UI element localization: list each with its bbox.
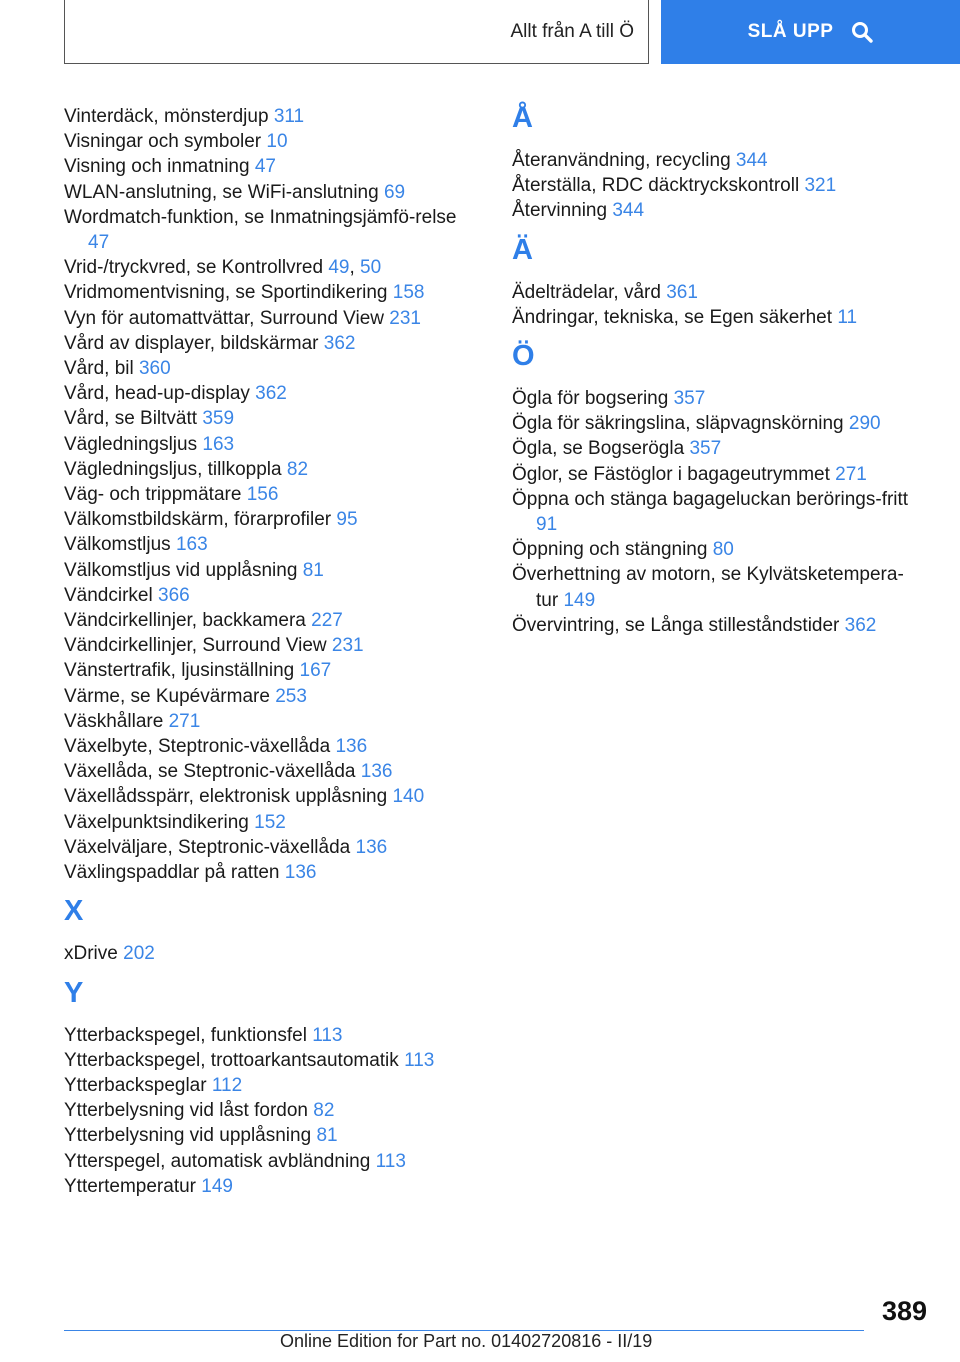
page-link[interactable]: 231 — [331, 635, 364, 657]
page-link[interactable]: 136 — [355, 836, 388, 858]
group-v — [64, 104, 464, 885]
index-entry — [64, 633, 464, 658]
page-link[interactable]: 149 — [201, 1175, 233, 1197]
index-entry — [512, 462, 912, 487]
page-link[interactable]: 231 — [389, 307, 421, 329]
search-button-label: SLÅ UPP — [747, 21, 834, 42]
index-entry-text: Vinterdäck, mönsterdjup — [64, 106, 269, 127]
page-link[interactable]: 136 — [360, 761, 393, 783]
index-entry — [64, 860, 464, 885]
index-entry — [64, 1073, 464, 1098]
page-link[interactable]: 82 — [286, 458, 309, 480]
page-link[interactable]: 80 — [712, 539, 734, 561]
index-entry-text: Växlingspaddlar på ratten — [64, 862, 280, 884]
page-link[interactable]: 136 — [335, 736, 368, 758]
index-entry — [64, 1174, 464, 1199]
group-x — [64, 941, 464, 966]
page-link[interactable]: 11 — [837, 306, 858, 328]
index-entry-text: Återställa, RDC däcktryckskontroll — [512, 175, 800, 197]
page-link[interactable]: 163 — [202, 433, 235, 455]
index-entry-text: Öppning och stängning — [512, 539, 708, 561]
index-entry — [64, 1023, 464, 1048]
index-entry — [64, 280, 464, 305]
page-link[interactable]: 321 — [804, 175, 837, 197]
index-entry: Vrid-/tryckvred, se Kontrollvred 49, 50 — [64, 257, 382, 279]
index-entry-text: Växellåda, se Steptronic-växellåda — [64, 761, 356, 783]
page-link[interactable]: 113 — [312, 1024, 343, 1046]
index-entry — [512, 613, 912, 638]
index-entry-text: Växelbyte, Steptronic-växellåda — [64, 736, 331, 758]
index-entry — [512, 386, 912, 411]
page-link[interactable]: 227 — [311, 610, 343, 632]
index-entry — [64, 684, 464, 709]
index-entry-text: Vård, head-up-display — [64, 383, 250, 405]
index-entry-text: Ytterbelysning vid låst fordon — [64, 1100, 308, 1122]
page-link[interactable]: 360 — [138, 358, 171, 380]
index-entry — [64, 1098, 464, 1123]
index-entry — [64, 608, 464, 633]
index-entry — [64, 810, 464, 835]
index-entry — [64, 306, 464, 331]
page-link[interactable]: 344 — [612, 200, 645, 222]
index-entry — [64, 180, 464, 205]
index-entry-text: WLAN-anslutning, se WiFi-anslutning — [64, 181, 379, 203]
index-entry-text: Ytterbackspeglar — [64, 1074, 207, 1096]
index-entry — [64, 482, 464, 507]
page-link[interactable]: 344 — [735, 150, 768, 171]
index-entry — [64, 1123, 464, 1148]
index-entry — [512, 173, 912, 198]
index-entry-text: Vägledningsljus, tillkoppla — [64, 458, 282, 480]
page-link[interactable]: 152 — [254, 811, 286, 833]
page-link[interactable]: 290 — [848, 413, 881, 435]
index-entry-text: Väskhållare — [64, 710, 164, 732]
group-oe — [512, 386, 912, 638]
index-column-left — [64, 104, 464, 1199]
index-entry-text: Vård, bil — [64, 358, 134, 380]
index-entry-text: Återvinning — [512, 200, 608, 222]
index-entry-text: Ytterbelysning vid upplåsning — [64, 1125, 312, 1147]
page-link[interactable]: 362 — [255, 383, 287, 405]
index-entry-text: Växellådsspärr, elektronisk upplåsning — [64, 786, 388, 808]
search-button[interactable] — [661, 0, 960, 64]
letter-heading-x: X — [64, 895, 84, 928]
page-link[interactable]: 362 — [323, 332, 356, 354]
index-entry-text: Ytterspegel, automatisk avbländning — [64, 1150, 371, 1172]
index-entry — [64, 104, 464, 129]
index-entry-text: Vänstertrafik, ljusinställning — [64, 660, 295, 682]
index-entry-text: Vyn för automattvättar, Surround View — [64, 307, 385, 329]
page-link[interactable]: 47 — [88, 232, 110, 254]
page-link[interactable]: 113 — [404, 1049, 435, 1071]
index-entry-text: Visning och inmatning — [64, 156, 250, 178]
index-entry-text: Yttertemperatur — [64, 1175, 196, 1197]
page-link[interactable]: 81 — [302, 559, 324, 581]
page-number: 389 — [881, 1296, 927, 1326]
index-entry — [64, 532, 464, 557]
index-entry — [64, 457, 464, 482]
group-y — [64, 1023, 464, 1199]
index-entry-text: Överhettning av motorn, se Kylvätsketempera-tur — [512, 564, 904, 611]
page-link[interactable]: 357 — [673, 388, 706, 410]
index-entry — [64, 432, 464, 457]
index-entry-text: Vändcirkellinjer, Surround View — [64, 635, 327, 657]
page-link[interactable]: 271 — [835, 463, 867, 485]
group-aa — [512, 148, 912, 224]
index-entry — [64, 129, 464, 154]
index-entry — [64, 835, 464, 860]
index-entry-text: Värme, se Kupévärmare — [64, 685, 270, 707]
page-link[interactable]: 253 — [275, 685, 307, 707]
index-entry — [512, 436, 912, 461]
page-link[interactable]: 158 — [392, 282, 425, 304]
index-entry — [512, 487, 912, 537]
index-entry-text: Välkomstljus — [64, 534, 171, 556]
index-entry-text: Öppna och stänga bagageluckan berörings-fritt — [512, 488, 909, 510]
index-entry — [64, 734, 464, 759]
index-entry-text: Ändringar, tekniska, se Egen säkerhet — [512, 306, 833, 328]
index-entry-text: Vändcirkel — [64, 584, 153, 606]
index-entry-text: Ögla för säkringslina, släpvagnskörning — [512, 413, 844, 435]
index-entry — [64, 658, 464, 683]
index-entry — [64, 784, 464, 809]
page-link[interactable]: 50 — [360, 257, 382, 279]
page-link[interactable]: 81 — [316, 1125, 338, 1147]
index-entry — [512, 198, 912, 223]
page-link[interactable]: 136 — [284, 862, 317, 884]
index-entry-text: Ögla, se Bogserögla — [512, 438, 685, 460]
index-entry — [64, 406, 464, 431]
index-tab[interactable] — [64, 0, 649, 64]
index-entry-text: Övervintring, se Långa stilleståndstider — [512, 614, 840, 636]
index-entry — [64, 759, 464, 784]
page-link[interactable]: 69 — [383, 181, 406, 203]
page-link[interactable]: 361 — [666, 281, 698, 303]
index-entry-text: Ytterbackspegel, funktionsfel — [64, 1024, 307, 1046]
index-entry-text: Visningar och symboler — [64, 131, 262, 153]
letter-heading-ae: Ä — [512, 233, 533, 266]
index-entry — [512, 305, 912, 330]
letter-heading-y: Y — [64, 976, 84, 1009]
index-entry-text: Vändcirkellinjer, backkamera — [64, 610, 306, 632]
index-entry — [512, 537, 912, 562]
page-link[interactable]: 10 — [266, 131, 288, 153]
index-entry-text: Växelväljare, Steptronic-växellåda — [64, 836, 351, 858]
index-entry-text: Vård av displayer, bildskärmar — [64, 332, 319, 354]
index-entry-text: Väg- och trippmätare — [64, 484, 242, 506]
page-link[interactable]: 140 — [392, 786, 425, 808]
index-entry — [64, 381, 464, 406]
page-link[interactable]: 271 — [168, 710, 201, 732]
letter-heading-oe: Ö — [512, 340, 535, 373]
index-entry — [64, 356, 464, 381]
page-link[interactable]: 366 — [158, 584, 190, 606]
index-entry — [64, 154, 464, 179]
page-link[interactable]: 163 — [175, 534, 208, 556]
index-entry — [64, 507, 464, 532]
index-column-right — [512, 104, 912, 638]
page-link[interactable]: 47 — [254, 156, 276, 178]
page-link[interactable]: 91 — [536, 514, 558, 536]
index-entry — [64, 558, 464, 583]
search-icon — [851, 21, 873, 43]
page-link[interactable]: 149 — [563, 589, 596, 611]
page-link[interactable]: 357 — [689, 438, 722, 460]
edition-footer: Online Edition for Part no. 01402720816 - II/19 — [280, 1331, 653, 1351]
index-entry-text: Vård, se Biltvätt — [64, 408, 198, 430]
page-link[interactable]: 156 — [246, 484, 279, 506]
index-entry — [64, 1149, 464, 1174]
group-ae — [512, 280, 912, 330]
index-entry — [64, 331, 464, 356]
index-entry — [512, 148, 912, 173]
index-entry-text: Vägledningsljus — [64, 433, 198, 455]
index-entry-text: Ytterbackspegel, trottoarkantsautomatik — [64, 1049, 399, 1071]
index-entry-text: Ögla för bogsering — [512, 388, 669, 410]
index-entry-text: Öglor, se Fästöglor i bagageutrymmet — [512, 463, 830, 485]
page-link[interactable]: 362 — [844, 614, 877, 636]
index-entry-text: Wordmatch-funktion, se Inmatningsjämfö-relse — [64, 206, 457, 228]
page-link[interactable]: 112 — [211, 1074, 243, 1096]
index-entry-text: Vridmomentvisning, se Sportindikering — [64, 282, 388, 304]
page-link[interactable]: 49 — [328, 257, 350, 279]
index-entry-text: Välkomstbildskärm, förarprofiler — [64, 509, 332, 531]
index-entry — [512, 411, 912, 436]
index-entry — [64, 941, 464, 966]
index-entry-text: Välkomstljus vid upplåsning — [64, 559, 298, 581]
index-entry-text: xDrive — [64, 943, 118, 965]
index-entry — [64, 1048, 464, 1073]
page-link[interactable]: 202 — [123, 943, 155, 965]
index-entry-text: Återanvändning, recycling — [512, 150, 731, 171]
index-tab-label: Allt från A till Ö — [510, 20, 634, 42]
index-entry — [512, 562, 912, 612]
index-entry — [64, 709, 464, 734]
index-entry-text: Ädelträdelar, vård — [512, 281, 661, 303]
page-link[interactable]: 95 — [336, 509, 358, 531]
page-link[interactable]: 82 — [313, 1100, 335, 1122]
index-entry — [64, 583, 464, 608]
page-link[interactable]: 311 — [273, 106, 305, 127]
page-link[interactable]: 113 — [375, 1150, 406, 1172]
page-link[interactable]: 359 — [202, 408, 235, 430]
page-link[interactable]: 167 — [299, 660, 332, 682]
index-entry — [512, 280, 912, 305]
letter-heading-aa: Å — [512, 102, 533, 134]
index-entry-text: Vrid-/tryckvred, se Kontrollvred — [64, 257, 324, 279]
index-entry-text: Växelpunktsindikering — [64, 811, 249, 833]
index-entry — [64, 205, 464, 255]
